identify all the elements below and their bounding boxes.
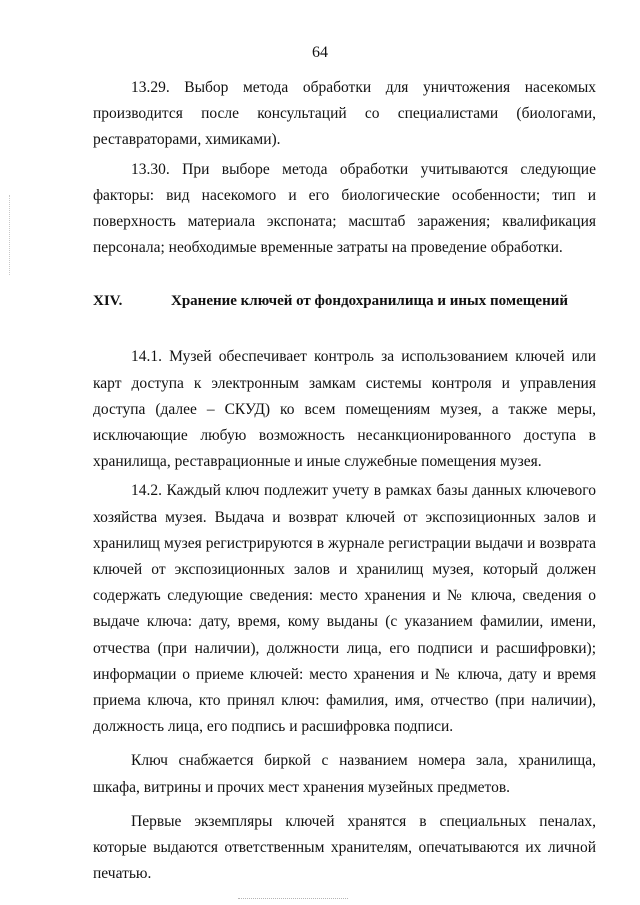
page-number: 64 — [312, 44, 328, 61]
paragraph-13-29: 13.29. Выбор метода обработки для уничтожения насекомых производится после консультаций со специалистами (биологами, реставраторами, химиками). — [93, 79, 596, 149]
paragraph-13-30: 13.30. При выборе метода обработки учитываются следующие факторы: вид насекомого и его биологические особенности; тип и поверхность материала экспоната; масштаб заражения; квалификация персонала; необходимые временные затраты на проведение обработки. — [93, 160, 596, 257]
section-number: XIV. — [93, 293, 123, 310]
paragraph-key-tag: Ключ снабжается биркой с названием номера зала, хранилища, шкафа, витрины и прочих мест хранения музейных предметов. — [93, 752, 596, 796]
paragraph-14-1: 14.1. Музей обеспечивает контроль за использованием ключей или карт доступа к электронным замкам системы контроля и управления доступа (далее – СКУД) ко всем помещениям музея, а также меры, исключающие любую возможность несанкционированного доступа в хранилища, реставрационные и иные служебные помещения музея. — [93, 348, 596, 471]
paragraph-14-2: 14.2. Каждый ключ подлежит учету в рамках базы данных ключевого хозяйства музея. Выдача и возврат ключей от экспозиционных залов и хранилищ музея регистрируются в журнале регистрации выдачи и возврата ключей от экспозиционных залов и хранилищ музея, который должен содержать следующие сведения: место хранения и № ключа, сведения о выдаче ключа: дату, время, кому выданы (с указанием фамилии, имени, отчества (при наличии), должности лица, его подписи и расшифровки); информации о приеме ключей: место хранения и № ключа, дату и время приема ключа, кто принял ключ: фамилия, имя, отчество (при наличии), должность лица, его подпись и расшифровка подписи. — [93, 482, 596, 736]
document-body — [93, 75, 596, 887]
section-heading — [93, 291, 596, 311]
paragraph-first-copies: Первые экземпляры ключей хранятся в специальных пеналах, которые выдаются ответственным хранителям, опечатываются их личной печатью. — [93, 812, 596, 883]
scan-margin-mark — [9, 195, 12, 275]
section-title: Хранение ключей от фондохранилища и иных помещений — [171, 293, 569, 310]
scan-bottom-mark — [238, 898, 348, 899]
